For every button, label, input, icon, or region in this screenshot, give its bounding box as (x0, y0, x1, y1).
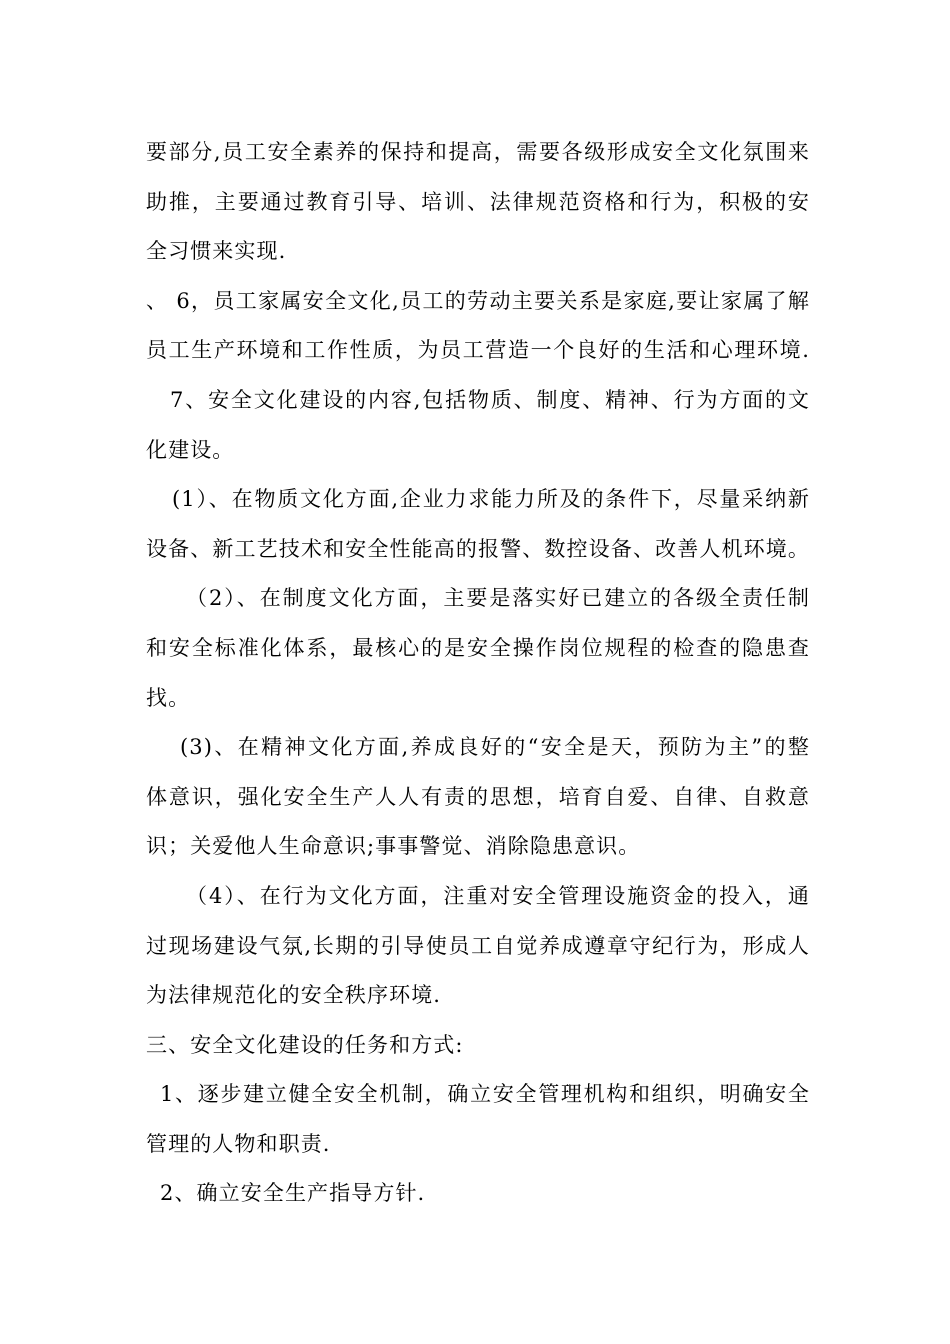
text-line: 识；关爱他人生命意识;事事警觉、消除隐患意识。 (146, 834, 641, 859)
text-line: 2、确立安全生产指导方针. (160, 1181, 426, 1206)
text-line: 要部分,员工安全素养的保持和提高，需要各级形成安全文化氛围来 (146, 140, 810, 164)
text-line: (3)、在精神文化方面,养成良好的“安全是天，预防为主”的整 (180, 735, 810, 760)
text-line: 为法律规范化的安全秩序环境. (146, 983, 442, 1008)
text-line: 设备、新工艺技术和安全性能高的报警、数控设备、改善人机环境。 (146, 536, 810, 561)
text-line: 7、安全文化建设的内容,包括物质、制度、精神、行为方面的文 (170, 387, 810, 412)
text-line: 三、安全文化建设的任务和方式: (146, 1032, 464, 1057)
text-line: （2）、在制度文化方面，主要是落实好已建立的各级全责任制 (186, 586, 810, 611)
text-line: 全习惯来实现. (146, 239, 287, 264)
text-line: 过现场建设气氛,长期的引导使员工自觉养成遵章守纪行为，形成人 (146, 933, 810, 958)
text-line: 和安全标准化体系，最核心的是安全操作岗位规程的检查的隐患查 (146, 635, 810, 660)
text-line: (1）、在物质文化方面,企业力求能力所及的条件下，尽量采纳新 (172, 487, 810, 512)
text-line: 体意识，强化安全生产人人有责的思想，培育自爱、自律、自救意 (146, 784, 810, 809)
document-body (146, 128, 810, 1219)
text-line: 1、逐步建立健全安全机制，确立安全管理机构和组织，明确安全 (160, 1082, 810, 1107)
text-line: 管理的人物和职责. (146, 1131, 331, 1156)
text-line: 员工生产环境和工作性质，为员工营造一个良好的生活和心理环境. (146, 338, 810, 363)
text-line: （4）、在行为文化方面，注重对安全管理设施资金的投入，通 (186, 883, 810, 908)
text-line: 化建设。 (146, 437, 235, 462)
text-line: 、 6，员工家属安全文化,员工的劳动主要关系是家庭,要让家属了解 (146, 288, 810, 313)
text-line: 助推，主要通过教育引导、培训、法律规范资格和行为，积极的安 (146, 189, 810, 214)
text-line: 找。 (146, 685, 191, 710)
